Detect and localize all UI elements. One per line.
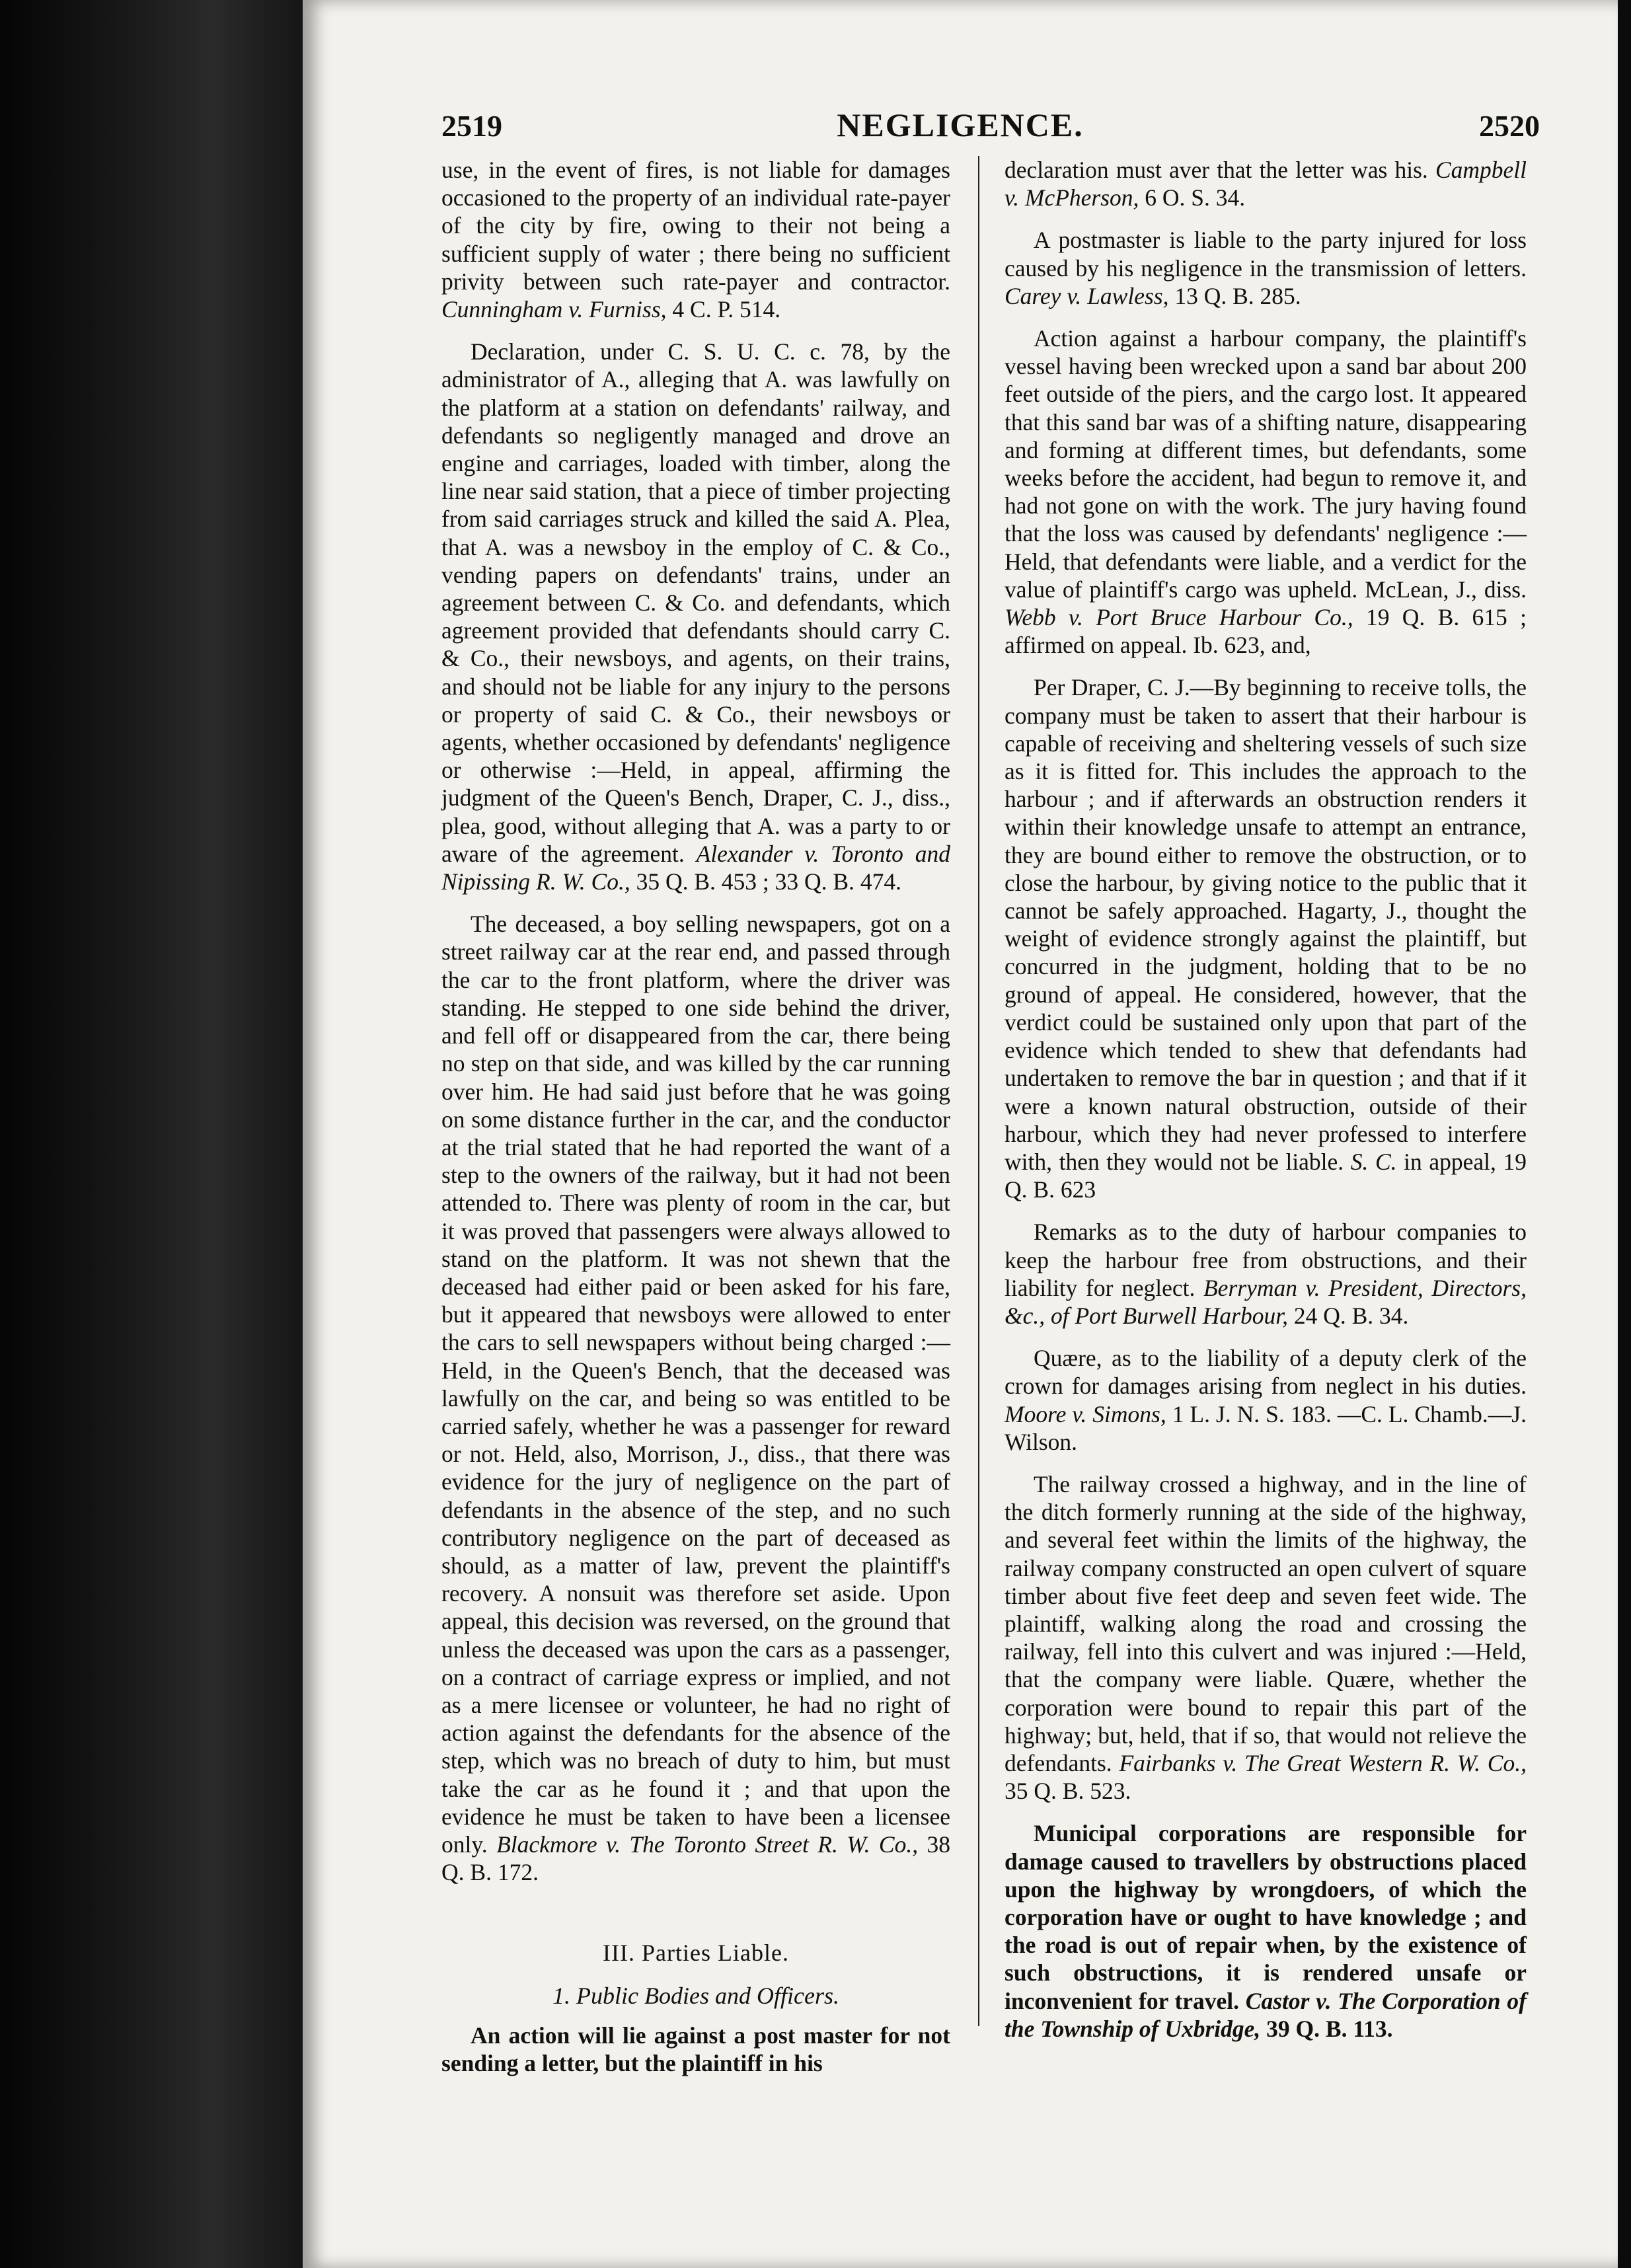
paragraph: The deceased, a boy selling newspapers, got on a street railway car at the rear end, and passed through the car to the front platform, where the driver was standing. He stepped to one side behind the driver, and fell off or disappeared from the car, there being no step on that side, and was killed by the car running over him. He had said just before that he was going on some distance further in the car, and the conductor at the trial stated that he had reported the want of a step to the owners of the railway, but it had not been attended to. There was plenty of room in the car, but it was proved that passengers were always allowed to stand on the platform. It was not shewn that the deceased had either paid or been asked for his fare, but it appeared that newsboys were allowed to enter the cars to sell newspapers without being charged :—Held, in the Queen's Bench, that the deceased was lawfully on the car, and being so was entitled to be carried safely, whether he was a passenger for reward or not. Held, also, Morrison, J., diss., that there was evidence for the jury of negligence on the part of defendants in the absence of the step, and no such contributory negligence on the part of deceased as should, as a matter of law, prevent the plaintiff's recovery. A nonsuit was therefore set aside. Upon appeal, this decision was reversed, on the ground that unless the deceased was upon the cars as a passenger, on a contract of carriage express or implied, and not as a mere licensee or volunteer, he had no right of action against the defendants for the absence of the step, which was no breach of duty to him, but must take the car as he found it ; and that upon the evidence he must be taken to have been a licensee only. Blackmore v. The Toronto Street R. W. Co., 38 Q. B. 172. — [441, 911, 951, 1886]
running-title: NEGLIGENCE. — [837, 106, 1084, 143]
paragraph: Remarks as to the duty of harbour companies to keep the harbour free from obstructions, and their liability for neglect. Berryman v. President, Directors, &c., of Port Burwell Harbour, 24 Q. B. 34. — [1005, 1219, 1527, 1329]
paragraph: An action will lie against a post master for not sending a letter, but the plaintiff in his — [441, 2022, 950, 2076]
paragraph: Quære, as to the liability of a deputy clerk of the crown for damages arising from neglect in his duties. Moore v. Simons, 1 L. J. N. S. 183. —C. L. Chamb.—J. Wilson. — [1005, 1345, 1527, 1455]
paragraph: use, in the event of fires, is not liable for damages occasioned to the property of an individual rate-payer of the city by fire, owing to their not being a sufficient supply of water ; there being no sufficient privity between such rate-payer and contractor. Cunningham v. Furniss, 4 C. P. 514. — [441, 157, 950, 323]
book-spine-edge — [0, 0, 304, 2268]
paragraph: The railway crossed a highway, and in the line of the ditch formerly running at the side of the highway, and several feet within the limits of the highway, the railway company constructed an open culvert of square timber about five feet deep and seven feet wide. The plaintiff, walking along the road and crossing the railway, fell into this culvert and was injured :—Held, that the company were liable. Quære, whether the corporation were bound to repair this part of the highway; but, held, that if so, that would not relieve the defendants. Fairbanks v. The Great Western R. W. Co., 35 Q. B. 523. — [1005, 1470, 1527, 1805]
paragraph: declaration must aver that the letter was his. Campbell v. McPherson, 6 O. S. 34. — [1005, 157, 1527, 211]
section-heading: III. Parties Liable. — [603, 1940, 789, 1967]
paragraph: Municipal corporations are responsible for damage caused to travellers by obstructions placed upon the highway by wrongdoers, of which the corporation have or ought to have knowledge ; and the road is out of repair when, by the existence of such obstructions, it is rendered unsafe or inconvenient for travel. Castor v. The Corporation of the Township of Uxbridge, 39 Q. B. 113. — [1005, 1820, 1527, 2042]
subsection-heading: 1. Public Bodies and Officers. — [552, 1982, 839, 2009]
page-header — [303, 99, 1618, 152]
left-text-column — [441, 156, 950, 2092]
paragraph: A postmaster is liable to the party injured for loss caused by his negligence in the transmission of letters. Carey v. Lawless, 13 Q. B. 285. — [1005, 227, 1527, 309]
paragraph: Declaration, under C. S. U. C. c. 78, by the administrator of A., alleging that A. was lawfully on the platform at a station on defendants' railway, and defendants so negligently managed and drove an engine and carriages, loaded with timber, along the line near said station, that a piece of timber projecting from said carriages struck and killed the said A. Plea, that A. was a newsboy in the employ of C. & Co., vending papers on defendants' trains, under an agreement between C. & Co. and defendants, which agreement provided that defendants should carry C. & Co., their newsboys, and agents, on their trains, and should not be liable for any injury to the persons or property of said C. & Co., their newsboys or agents, whether occasioned by defendants' negligence or otherwise :—Held, in appeal, affirming the judgment of the Queen's Bench, Draper, C. J., diss., plea, good, without alleging that A. was a party to or aware of the agreement. Alexander v. Toronto and Nipissing R. W. Co., 35 Q. B. 453 ; 33 Q. B. 474. — [441, 338, 950, 895]
right-text-column — [1005, 156, 1527, 2057]
column-divider — [978, 156, 979, 2026]
paragraph: Per Draper, C. J.—By beginning to receive tolls, the company must be taken to assert that their harbour is capable of receiving and sheltering vessels of such size as it is fitted for. This includes the approach to the harbour ; and if afterwards an obstruction renders it within their knowledge unsafe to attempt an entrance, they are bound either to remove the obstruction, or to close the harbour, by giving notice to the public that it cannot be safely approached. Hagarty, J., thought the weight of evidence strongly against the plaintiff, but concurred in the judgment, holding that to be no ground of appeal. He considered, however, that the verdict could be sustained only upon that part of the evidence which tended to shew that defendants had undertaken to remove the bar in question ; and that if it were a known natural obstruction, outside of their harbour, which they had never professed to interfere with, then they would not be liable. S. C. in appeal, 19 Q. B. 623 — [1005, 674, 1527, 1203]
paragraph: Action against a harbour company, the plaintiff's vessel having been wrecked upon a sand bar about 200 feet outside of the piers, and the cargo lost. It appeared that this sand bar was of a shifting nature, disappearing and forming at different times, but defendants, some weeks before the accident, had begun to remove it, and had not gone on with the work. The jury having found that the loss was caused by defendants' negligence :—Held, that defendants were liable, and a verdict for the value of plaintiff's cargo was upheld. McLean, J., diss. Webb v. Port Bruce Harbour Co., 19 Q. B. 615 ; affirmed on appeal. Ib. 623, and, — [1005, 325, 1527, 659]
book-page — [303, 0, 1618, 2268]
right-page-number: 2520 — [1479, 109, 1540, 143]
left-page-number: 2519 — [441, 109, 502, 143]
